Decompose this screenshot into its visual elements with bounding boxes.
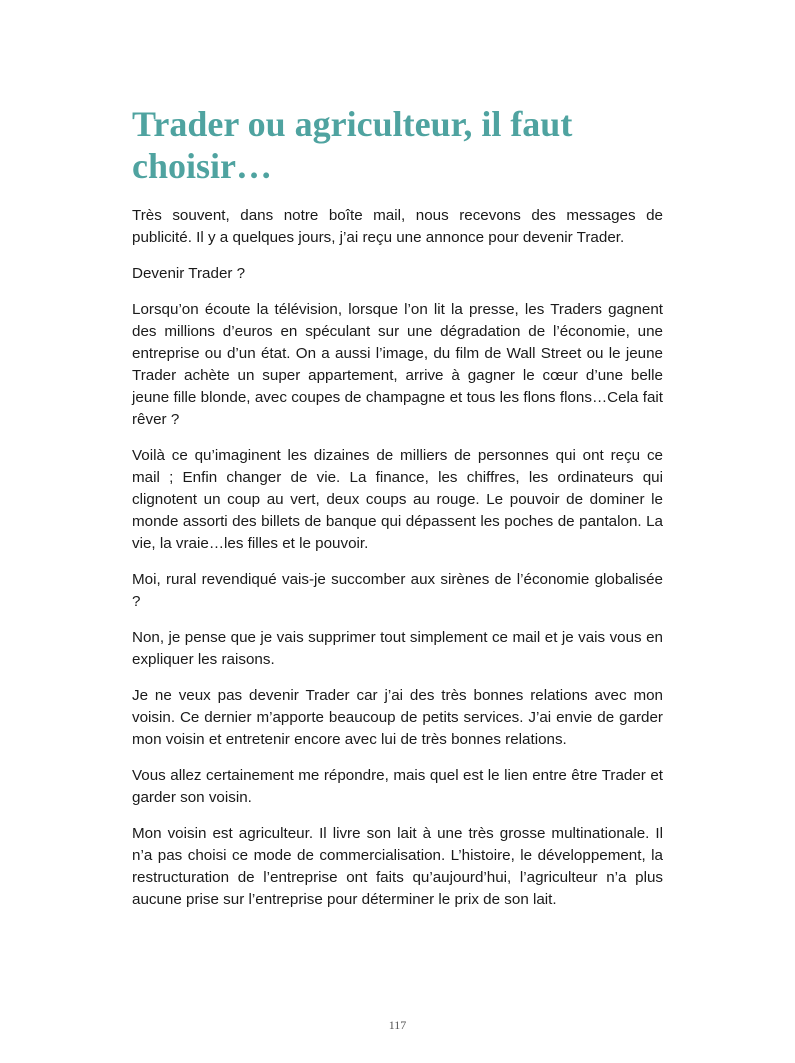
paragraph: Lorsqu’on écoute la télévision, lorsque l’on lit la presse, les Traders gagnent des millions d’euros en spéculant sur une dégradation de l’économie, une entreprise ou d’un état. On a aussi l’image, du film de Wall Street ou le jeune Trader achète un super appartement, arrive à gagner le cœur d’une belle jeune fille blonde, avec coupes de champagne et tous les flons flons…Cela fait rêver ?: [132, 301, 663, 428]
paragraph: Devenir Trader ?: [132, 265, 246, 282]
paragraph: Je ne veux pas devenir Trader car j’ai des très bonnes relations avec mon voisin. Ce dernier m’apporte beaucoup de petits services. J’ai envie de garder mon voisin et entretenir encore avec lui de très bonnes relations.: [132, 687, 663, 748]
paragraph: Voilà ce qu’imaginent les dizaines de milliers de personnes qui ont reçu ce mail ; Enfin changer de vie. La finance, les chiffres, les ordinateurs qui clignotent un coup au vert, deux coups au rouge. Le pouvoir de dominer le monde assorti des billets de banque qui dépassent les poches de pantalon. La vie, la vraie…les filles et le pouvoir.: [132, 447, 663, 552]
article-body: [132, 205, 663, 925]
page-number: 117: [388, 1018, 407, 1032]
paragraph: Très souvent, dans notre boîte mail, nous recevons des messages de publicité. Il y a quelques jours, j’ai reçu une annonce pour devenir Trader.: [132, 207, 663, 246]
paragraph: Moi, rural revendiqué vais-je succomber aux sirènes de l’économie globalisée ?: [132, 571, 663, 610]
paragraph: Non, je pense que je vais supprimer tout simplement ce mail et je vais vous en expliquer les raisons.: [132, 629, 663, 668]
paragraph: Vous allez certainement me répondre, mais quel est le lien entre être Trader et garder son voisin.: [132, 767, 663, 806]
page-title: Trader ou agriculteur, il faut choisir…: [132, 104, 573, 186]
paragraph: Mon voisin est agriculteur. Il livre son lait à une très grosse multinationale. Il n’a pas choisi ce mode de commercialisation. L’histoire, le développement, la restructuration de l’entreprise ont faits qu’aujourd’hui, l’agriculteur n’a plus aucune prise sur l’entreprise pour déterminer le prix de son lait.: [132, 825, 663, 908]
